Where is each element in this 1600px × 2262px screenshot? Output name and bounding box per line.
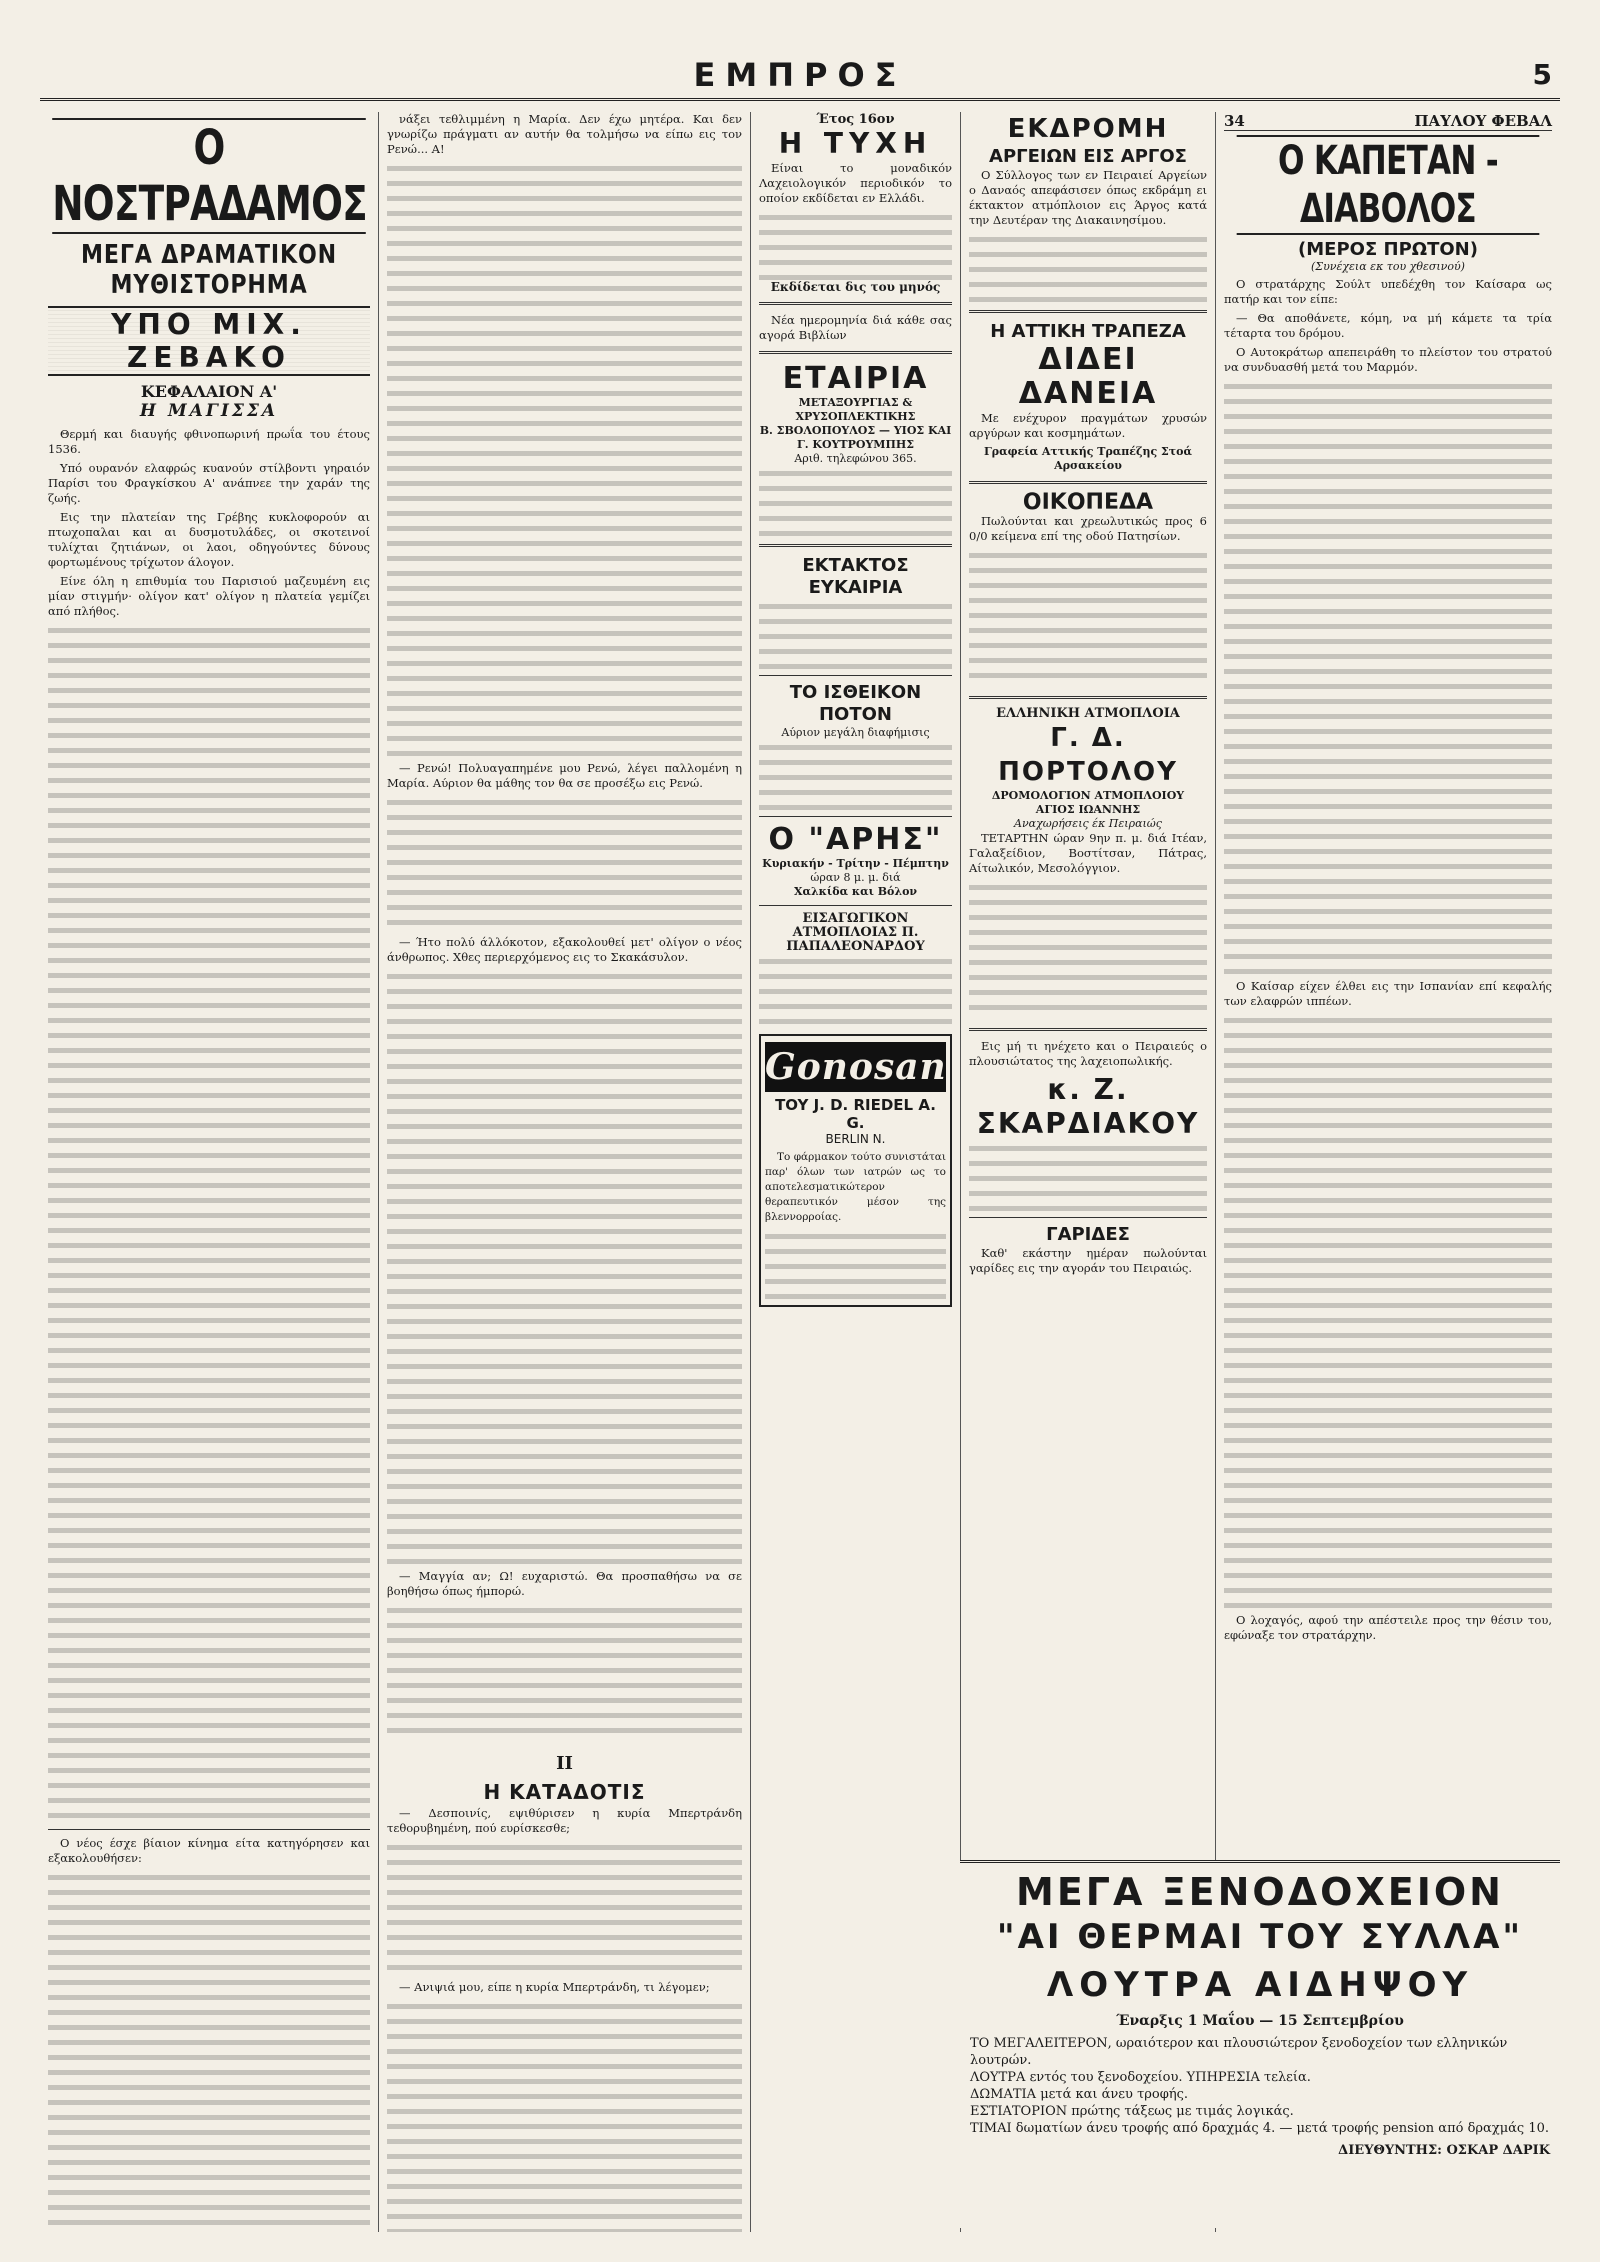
gonosan-advertisement (759, 1034, 952, 1307)
body-text-block (387, 161, 742, 761)
serial-author: ΥΠΟ ΜΙΧ. ΖΕΒΑΚΟ (48, 306, 370, 376)
excursion-title: ΕΚΔΡΟΜΗ (1007, 114, 1169, 144)
paragraph: Ο Καίσαρ είχεν έλθει εις την Ισπανίαν επί κεφαλής των ελαφρών ιππέων. (1224, 979, 1552, 1008)
paragraph: — Μαγγία αν; Ω! ευχαριστώ. Θα προσπαθήσω να σε βοηθήσω όπως ήμπορώ. (387, 1569, 742, 1598)
body-text-block (48, 623, 370, 1823)
body-text-block (1224, 379, 1552, 979)
body-text-block (759, 954, 952, 1024)
serial-title: Ο ΚΑΠΕΤΑΝ - ΔΙΑΒΟΛΟΣ (1237, 135, 1540, 235)
divider (969, 1028, 1207, 1031)
serial-header (1224, 112, 1552, 131)
gonosan-logo: Gonosan (765, 1042, 946, 1092)
line-ship: ΑΓΙΟΣ ΙΩΑΝΝΗΣ (1035, 803, 1141, 816)
chapter-heading: ΚΕΦΑΛΑΙΟΝ Α' (140, 382, 278, 401)
line-title: ΕΛΛΗΝΙΚΗ ΑΤΜΟΠΛΟΙΑ (996, 706, 1180, 721)
body-text-block (969, 232, 1207, 302)
chapter-title: Η ΚΑΤΑΔΟΤΙΣ (483, 1780, 646, 1804)
divider (759, 544, 952, 547)
divider (969, 481, 1207, 484)
season-dates: Έναρξις 1 Μαΐου — 15 Σεπτεμβρίου (1116, 2013, 1404, 2029)
hotel-details (970, 2035, 1550, 2137)
serial-number: 34 (1224, 112, 1245, 130)
serial-part: (ΜΕΡΟΣ ΠΡΩΤΟΝ) (1298, 239, 1478, 260)
ares-time: ώραν 8 μ. μ. διά (810, 871, 901, 884)
paragraph: — Ανιψιά μου, είπε η κυρία Μπερτράνδη, τι λέγομεν; (399, 1980, 710, 1994)
divider (759, 816, 952, 817)
paragraph: — Δεσποινίς, εψιθύρισεν η κυρία Μπερτράνδη τεθορυβημένη, πού ευρίσκεσθε; (387, 1806, 742, 1835)
bank-office: Γραφεία Αττικής Τραπέζης Στοά Αρσακείου (983, 445, 1192, 472)
ares-destination: Χαλκίδα και Βόλον (793, 885, 918, 898)
line-departures: Αναχωρήσεις έκ Πειραιώς (1014, 817, 1162, 830)
body-text-block (759, 210, 952, 280)
shrimp-title: ΓΑΡΙΔΕΣ (1046, 1224, 1130, 1245)
divider (48, 1829, 370, 1830)
gonosan-city: BERLIN N. (825, 1132, 886, 1146)
ares-title: Ο "ΑΡΗΣ" (768, 822, 943, 857)
body-text-block (969, 1141, 1207, 1211)
company-owners: Β. ΣΒΟΛΟΠΟΥΛΟΣ — ΥΙΟΣ ΚΑΙ Γ. ΚΟΥΤΡΟΥΜΠΗΣ (759, 424, 952, 451)
hotel-line: ΤΙΜΑΙ δωματίων άνευ τροφής από δραχμάς 4. — μετά τροφής pension από δραχμάς 10. (970, 2121, 1550, 2136)
continued-note: (Συνέχεια εκ του χθεσινού) (1311, 260, 1465, 273)
paragraph: Θερμή και διαυγής φθινοπωρινή πρωΐα του έτους 1536. (48, 427, 370, 456)
paragraph: Είνε όλη η επιθυμία του Παρισιού μαζευμένη εις μίαν στιγμήν· ολίγον κατ' ολίγον η πλατεία γεμίζει από πλήθος. (48, 574, 370, 618)
body-text-block (765, 1229, 946, 1299)
hotel-director: ΔΙΕΥΘΥΝΤΗΣ: ΟΣΚΑΡ ΔΑΡΙΚ (1338, 2143, 1550, 2158)
divider (969, 696, 1207, 699)
bank-text: Με ενέχυρον πραγμάτων χρυσών αργύρων και κοσμημάτων. (969, 411, 1207, 440)
excursion-subtitle: ΑΡΓΕΙΩΝ ΕΙΣ ΑΡΓΟΣ (989, 146, 1187, 167)
hotel-line: ΤΟ ΜΕΓΑΛΕΙΤΕΡΟΝ, ωραιότερον και πλουσιώτερον ξενοδοχείον των ελληνικών λουτρών. (970, 2036, 1508, 2068)
paragraph: Ο στρατάρχης Σούλτ υπεδέχθη τον Καίσαρα ως πατήρ και τον είπε: (1224, 277, 1552, 306)
body-text-block (1224, 1013, 1552, 1613)
paragraph: — Θα αποθάνετε, κόμη, να μή κάμετε τα τρία τέταρτα του δρόμου. (1224, 311, 1552, 340)
column-advertisements-a (750, 112, 960, 2232)
company-phone: Αριθ. τηλεφώνου 365. (794, 452, 917, 465)
column-serial-continued (378, 112, 750, 2232)
ad-text: Νέα ημερομηνία διά κάθε σας αγορά Βιβλίων (759, 313, 952, 342)
ad-title-tyxi: Η ΤΥΧΗ (778, 127, 933, 160)
company-subtitle: ΜΕΤΑΞΟΥΡΓΙΑΣ & ΧΡΥΣΟΠΛΕΚΤΙΚΗΣ (795, 396, 916, 423)
body-text-block (969, 548, 1207, 688)
body-text-block (387, 969, 742, 1569)
hotel-location: ΛΟΥΤΡΑ ΑΙΔΗΨΟΥ (1046, 1965, 1474, 2005)
year-label: Έτος 16ον (816, 112, 895, 127)
paragraph: Εις την πλατείαν της Γρέβης κυκλοφορούν αι πτωχοπαλαι και αι δυσμοτυλάδες, οι σκοτεινοί τυλίχται ζητιάνων, οι λαοι, οδηγούντες δύνους φορτωμένους τρίχωτον άλογον. (48, 510, 370, 569)
divider (759, 351, 952, 354)
body-text-block (387, 1999, 742, 2232)
paragraph: Ο νέος έσχε βίαιον κίνημα είτα κατηγόρησεν και εξακολουθήσεν: (48, 1836, 370, 1865)
body-text-block (759, 466, 952, 536)
masthead (40, 58, 1560, 101)
line-subtitle: ΔΡΟΜΟΛΟΓΙΟΝ ΑΤΜΟΠΛΟΙΟΥ (991, 789, 1185, 802)
drink-title: ΤΟ ΙΣΘΕΙΚΟΝ ΠΟΤΟΝ (789, 682, 922, 725)
paragraph: Ο λοχαγός, αφού την απέστειλε προς την θέσιν του, εφώναξε τον στρατάρχην. (1224, 1613, 1552, 1642)
paragraph: Υπό ουρανόν ελαφρώς κυανούν στίλβοντι γηραιόν Παρίσι του Φραγκίσκου Α' ανάπνεε την χαράν της ζωής. (48, 461, 370, 505)
plots-title: ΟΙΚΟΠΕΔΑ (1022, 490, 1154, 515)
divider (759, 675, 952, 676)
paragraph: — Ήτο πολύ άλλόκοτον, εξακολουθεί μετ' ολίγον ο νέος άνθρωπος. Χθες περιερχόμενος εις το Σκακάσυλον. (387, 935, 742, 964)
company-title: ΕΤΑΙΡΙΑ (782, 361, 929, 396)
shrimp-text: Καθ' εκάστην ημέραν πωλούνται γαρίδες εις την αγοράν του Πειραιώς. (969, 1246, 1207, 1275)
line-text: ΤΕΤΑΡΤΗΝ ώραν 9ην π. μ. διά Ιτέαν, Γαλαξείδιον, Βοστίτσαν, Πάτρας, Αίτωλικόν, Μεσολόγγιον. (969, 831, 1207, 875)
hotel-line: ΛΟΥΤΡΑ εντός του ξενοδοχείου. ΥΠΗΡΕΣΙΑ τελεία. (970, 2070, 1311, 2085)
skardiakou-title: κ. Ζ. ΣΚΑΡΔΙΑΚΟΥ (976, 1073, 1200, 1140)
column-serial-nostradamus (40, 112, 378, 2232)
serial-title: Ο ΝΟΣΤΡΑΔΑΜΟΣ (52, 120, 367, 232)
line-owner: Γ. Δ. ΠΟΡΤΟΛΟΥ (998, 723, 1178, 787)
gonosan-text: Το φάρμακον τούτο συνιστάται παρ' όλων των ιατρών ως το αποτελεσματικώτερον θεραπευτικόν μέσον της βλεννορροίας. (765, 1151, 946, 1223)
paragraph: — Ρενώ! Πολυαγαπημένε μου Ρενώ, λέγει παλλομένη η Μαρία. Αύριον θα μάθης τον θα σε προσέξω εις Ρενώ. (387, 761, 742, 790)
hotel-line: ΔΩΜΑΤΙΑ μετά και άνευ τροφής. (970, 2087, 1189, 2102)
body-text-block (387, 795, 742, 935)
body-text-block (759, 599, 952, 669)
agency-title: ΕΙΣΑΓΩΓΙΚΟΝ ΑΤΜΟΠΛΟΙΑΣ Π. ΠΑΠΑΛΕΟΝΑΡΔΟΥ (786, 911, 925, 954)
ares-days: Κυριακήν - Τρίτην - Πέμπτην (762, 857, 949, 870)
ad-text: Είναι το μοναδικόν Λαχειολογικόν περιοδικόν το οποίον εκδίδεται εν Ελλάδι. (759, 161, 952, 205)
excursion-text: Ο Σύλλογος των εν Πειραιεί Αργείων ο Δαναός απεφάσισεν όπως εκδράμη ει έκτακτον ατμόπλοιον εις Άργος κατά την Δευτέραν της Διακαινησίμου. (969, 168, 1207, 227)
body-text-block (387, 1603, 742, 1743)
hotel-advertisement (960, 1860, 1560, 2228)
rare-opportunity-title: ΕΚΤΑΚΤΟΣ ΕΥΚΑΙΡΙΑ (802, 555, 909, 598)
serial-subtitle: ΜΕΓΑ ΔΡΑΜΑΤΙΚΟΝ ΜΥΘΙΣΤΟΡΗΜΑ (81, 240, 337, 300)
hotel-name: "ΑΙ ΘΕΡΜΑΙ ΤΟΥ ΣΥΛΛΑ" (996, 1917, 1524, 1957)
plots-text: Πωλούνται και χρεωλυτικώς προς 6 0/0 κείμενα επί της οδού Πατησίων. (969, 514, 1207, 543)
bank-title: Η ΑΤΤΙΚΗ ΤΡΑΠΕΖΑ (990, 321, 1186, 342)
drink-subtitle: Αύριον μεγάλη διαφήμισις (781, 726, 930, 739)
ad-price: Εκδίδεται δις του μηνός (770, 280, 941, 294)
gonosan-maker: TOY J. D. RIEDEL A. G. (775, 1096, 936, 1132)
newspaper-title: ΕΜΠΡΟΣ (693, 56, 907, 94)
serial-author: ΠΑΥΛΟΥ ΦΕΒΑΛ (1414, 112, 1552, 130)
divider (969, 1217, 1207, 1218)
chapter-title: Η ΜΑΓΙΣΣΑ (139, 401, 279, 421)
divider (759, 905, 952, 906)
body-text-block (969, 880, 1207, 1020)
divider (759, 302, 952, 305)
bank-subtitle: ΔΙΔΕΙ ΔΑΝΕΙΑ (1018, 342, 1158, 411)
body-text-block (759, 740, 952, 810)
skardiakou-text: Εις μή τι ηνέχετο και ο Πειραιεύς ο πλουσιώτατος της λαχειοπωλικής. (969, 1039, 1207, 1068)
paragraph: Ο Αυτοκράτωρ απεπειράθη το πλείστον του στρατού να συνδυασθή μετά του Μαρμόν. (1224, 345, 1552, 374)
paragraph: νάξει τεθλιμμένη η Μαρία. Δεν έχω μητέρα. Και δεν γνωρίζω πράγματι αν αυτήν θα τολμήσω να είπω εις τον Ρενώ... Α! (387, 112, 742, 156)
chapter-number: ΙΙ (556, 1753, 573, 1774)
hotel-title: ΜΕΓΑ ΞΕΝΟΔΟΧΕΙΟΝ (1016, 1870, 1504, 1914)
page-number: 5 (1532, 58, 1552, 91)
body-text-block (387, 1840, 742, 1980)
hotel-line: ΕΣΤΙΑΤΟΡΙΟΝ πρώτης τάξεως με τιμάς λογικάς. (970, 2104, 1294, 2119)
body-text-block (48, 1870, 370, 2232)
divider (969, 310, 1207, 313)
